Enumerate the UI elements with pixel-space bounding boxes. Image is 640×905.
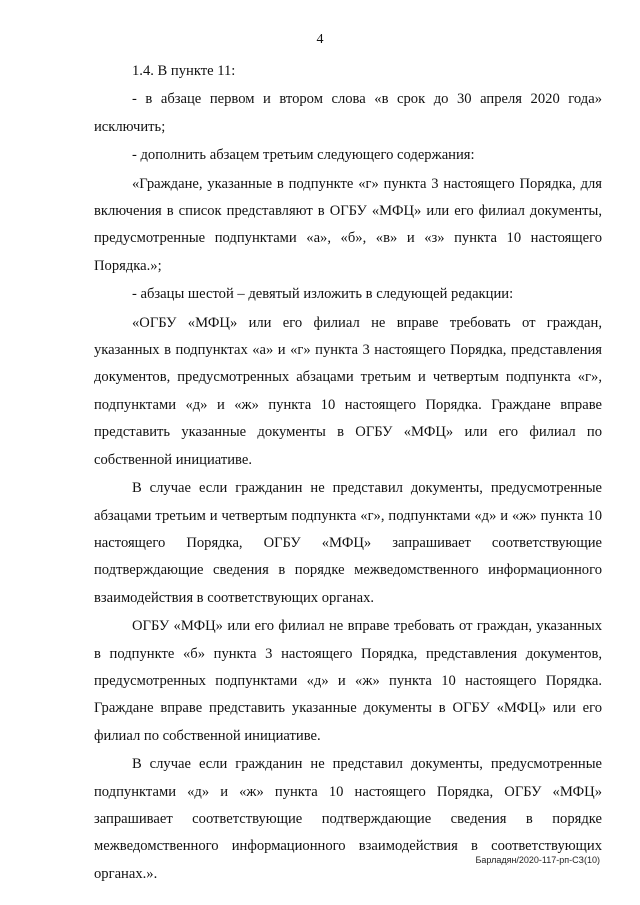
paragraph-6: «ОГБУ «МФЦ» или его филиал не вправе требовать от граждан, указанных в подпунктах «а» и «г» пункта 3 настоящего Порядка, представления документов, предусмотренных абзацами третьим и четвертым подпункта «г», подпунктами «д» и «ж» пункта 10 настоящего Порядка. Граждане вправе представить указанные документы в ОГБУ «МФЦ» или его филиал по собственной инициативе. — [94, 314, 602, 468]
paragraph-1: 1.4. В пункте 11: — [132, 63, 236, 79]
document-body — [94, 58, 602, 888]
paragraph-8: ОГБУ «МФЦ» или его филиал не вправе требовать от граждан, указанных в подпункте «б» пункта 3 настоящего Порядка, представления документов, предусмотренных подпунктами «д» и «ж» пункта 10 настоящего Порядка. Граждане вправе представить указанные документы в ОГБУ «МФЦ» или его филиал по собственной инициативе. — [94, 618, 602, 744]
paragraph-2: - в абзаце первом и втором слова «в срок до 30 апреля 2020 года» исключить; — [94, 91, 602, 135]
paragraph-7: В случае если гражданин не представил документы, предусмотренные абзацами третьим и четвертым подпункта «г», подпунктами «д» и «ж» пункта 10 настоящего Порядка, ОГБУ «МФЦ» запрашивает соответствующие подтверждающие сведения в порядке межведомственного информационного взаимодействия в соответствующих органах. — [94, 480, 602, 606]
paragraph-9: В случае если гражданин не представил документы, предусмотренные подпунктами «д» и «ж» пункта 10 настоящего Порядка, ОГБУ «МФЦ» запрашивает соответствующие подтверждающие сведения в порядке межведомственного информационного взаимодействия в соответствующих органах.». — [94, 756, 602, 882]
paragraph-3: - дополнить абзацем третьим следующего содержания: — [132, 147, 475, 164]
page-number: 4 — [316, 32, 324, 47]
paragraph-5: - абзацы шестой – девятый изложить в следующей редакции: — [132, 286, 514, 303]
paragraph-4: «Граждане, указанные в подпункте «г» пункта 3 настоящего Порядка, для включения в список представляют в ОГБУ «МФЦ» или его филиал документы, предусмотренные подпунктами «а», «б», «в» и «з» пункта 10 настоящего Порядка.»; — [94, 175, 602, 274]
document-code: Барладян/2020-117-рп-СЗ(10) — [475, 855, 600, 865]
